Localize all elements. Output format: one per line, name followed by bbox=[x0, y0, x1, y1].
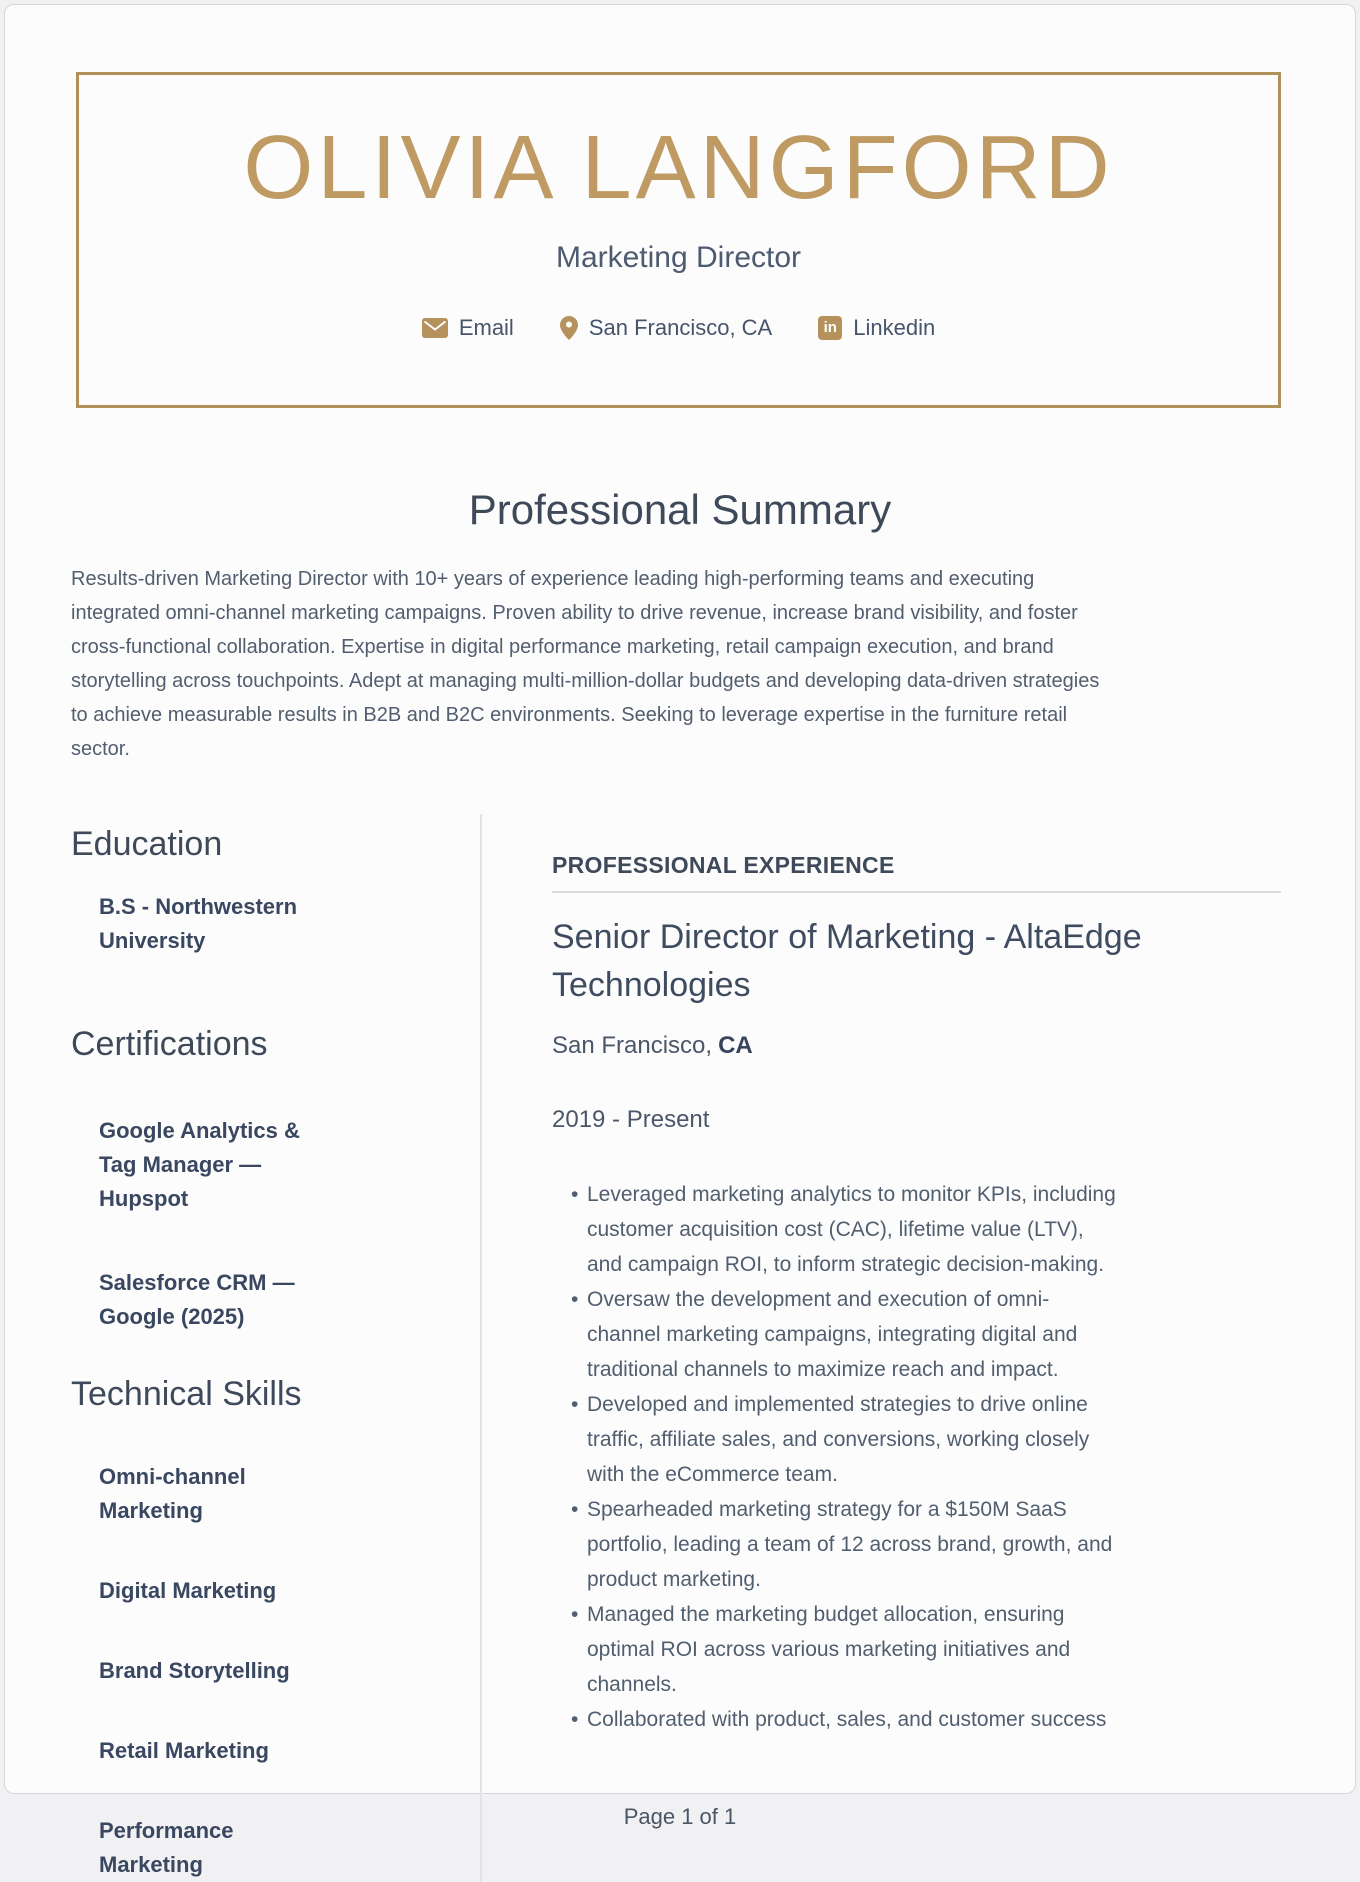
resume-header bbox=[76, 72, 1281, 408]
contact-email[interactable] bbox=[422, 315, 514, 341]
envelope-icon bbox=[422, 318, 448, 338]
job-bullet: • Leveraged marketing analytics to monitor KPIs, including customer acquisition cost (CAC), lifetime value (LTV), and campaign ROI, to inform strategic decision-making. bbox=[571, 1177, 1116, 1282]
job-dates: 2019 - Present bbox=[552, 1106, 710, 1133]
content-columns bbox=[5, 814, 1355, 1882]
skill-item: Brand Storytelling bbox=[99, 1658, 290, 1683]
job-bullet: • Managed the marketing budget allocation, ensuring optimal ROI across various marketing initiatives and channels. bbox=[571, 1597, 1116, 1702]
education-items bbox=[99, 890, 452, 958]
job-location-city: San Francisco, bbox=[552, 1032, 713, 1059]
skill-item: Omni-channel Marketing bbox=[99, 1464, 246, 1523]
job-bullet: • Developed and implemented strategies to drive online traffic, affiliate sales, and conversions, working closely with the eCommerce team. bbox=[571, 1387, 1116, 1492]
email-link-label[interactable]: Email bbox=[458, 315, 514, 340]
education-heading: Education bbox=[71, 825, 223, 863]
skill-item: Retail Marketing bbox=[99, 1738, 269, 1763]
person-name: OLIVIA LANGFORD bbox=[243, 118, 1114, 218]
certifications-heading: Certifications bbox=[71, 1025, 268, 1063]
education-item: B.S - Northwestern University bbox=[99, 894, 298, 953]
person-title: Marketing Director bbox=[555, 241, 802, 274]
job-title: Senior Director of Marketing - AltaEdge Technologies bbox=[552, 918, 1142, 1004]
experience-section bbox=[482, 814, 1355, 1882]
contact-location bbox=[560, 315, 772, 341]
experience-entry bbox=[552, 913, 1281, 1737]
job-bullet-list bbox=[571, 1177, 1116, 1737]
job-location-state: CA bbox=[718, 1032, 753, 1059]
skill-item: Digital Marketing bbox=[99, 1578, 277, 1603]
experience-section-label: PROFESSIONAL EXPERIENCE bbox=[552, 852, 895, 878]
job-location bbox=[552, 1031, 1281, 1061]
page-number: Page 1 of 1 bbox=[623, 1804, 737, 1829]
location-pin-icon bbox=[560, 316, 578, 340]
contact-linkedin[interactable] bbox=[818, 315, 935, 341]
linkedin-icon: in bbox=[818, 316, 842, 340]
summary-paragraph: Results-driven Marketing Director with 10+ years of experience leading high-performing teams and executing integrated omni-channel marketing campaigns. Proven ability to drive revenue, increase brand visibility, and foster cross-functional collaboration. Expertise in digital performance marketing, retail campaign execution, and brand storytelling across touchpoints. Adept at managing multi-million-dollar budgets and developing data-driven strategies to achieve measurable results in B2B and B2C environments. Seeking to leverage expertise in the furniture retail sector. bbox=[71, 568, 1100, 760]
job-bullet: • Oversaw the development and execution of omni-channel marketing campaigns, integrating digital and traditional channels to maximize reach and impact. bbox=[571, 1282, 1116, 1387]
contact-row bbox=[89, 315, 1268, 341]
job-bullet: • Spearheaded marketing strategy for a $150M SaaS portfolio, leading a team of 12 across brand, growth, and product marketing. bbox=[571, 1492, 1116, 1597]
certification-item: Google Analytics & Tag Manager — Hupspot bbox=[99, 1118, 300, 1211]
skill-item: Performance Marketing bbox=[99, 1818, 234, 1877]
sidebar bbox=[5, 814, 482, 1882]
certification-items bbox=[99, 1114, 452, 1334]
summary-heading: Professional Summary bbox=[468, 486, 892, 533]
technical-skills-heading: Technical Skills bbox=[71, 1375, 302, 1413]
certification-item: Salesforce CRM — Google (2025) bbox=[99, 1270, 295, 1329]
experience-divider bbox=[552, 891, 1281, 893]
location-label: San Francisco, CA bbox=[588, 315, 773, 340]
job-bullet: • Collaborated with product, sales, and customer success bbox=[571, 1702, 1116, 1737]
linkedin-link-label[interactable]: Linkedin bbox=[853, 315, 936, 340]
